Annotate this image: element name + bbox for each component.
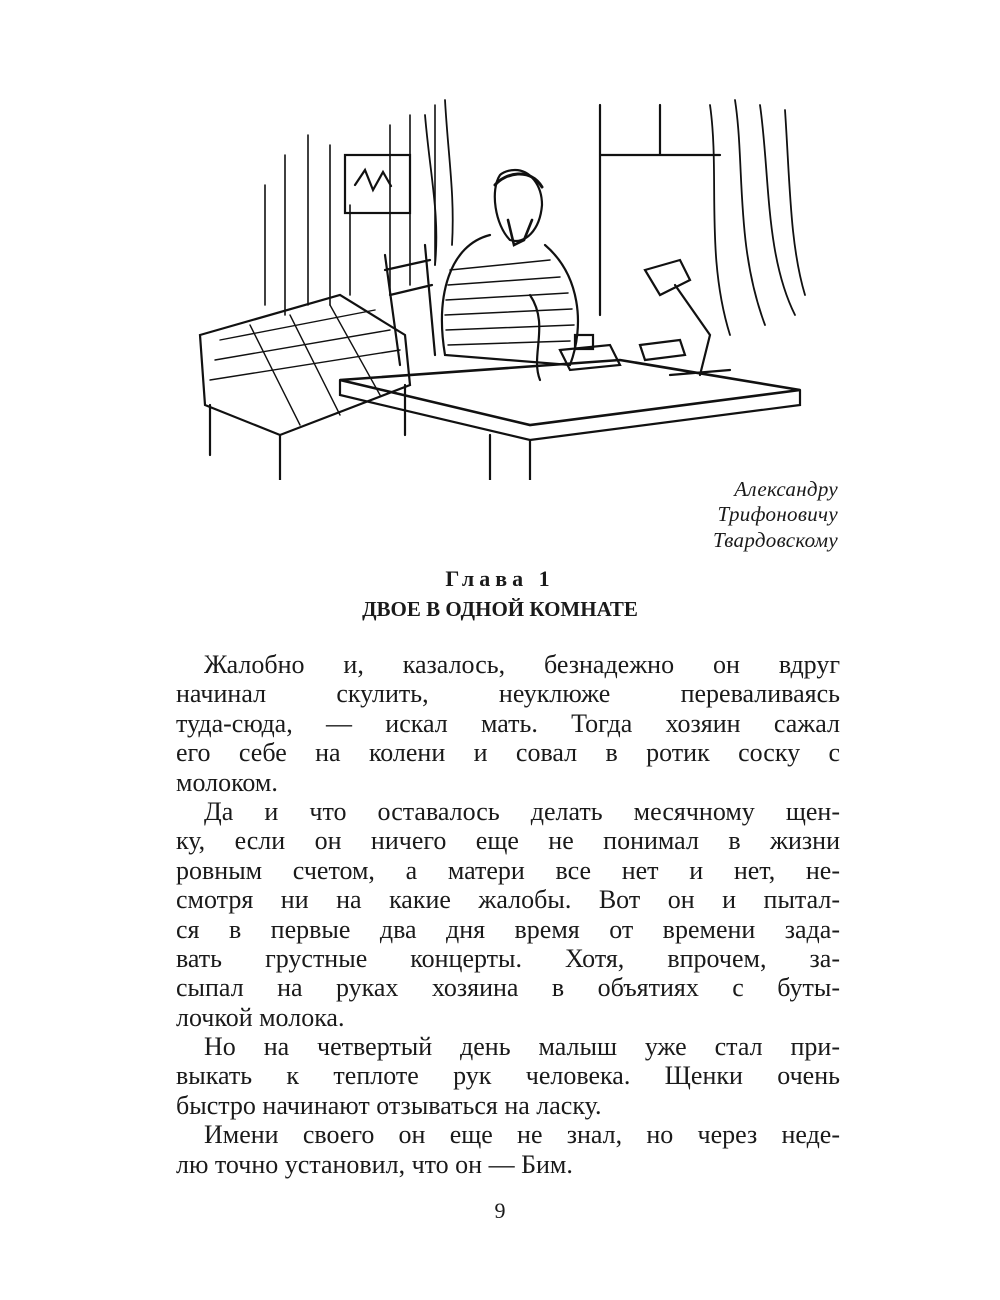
text-line: лочкой молока.	[176, 1002, 345, 1032]
text-line: ку, если он ничего еще не понимал в жизни	[176, 826, 840, 856]
body-text	[176, 650, 840, 1179]
text-line: сыпал на руках хозяина в объятиях с буты-	[176, 973, 840, 1003]
text-line: ровным счетом, а матери все нет и нет, не-	[176, 855, 840, 885]
text-line: туда-сюда, — искал мать. Тогда хозяин сажал	[176, 708, 840, 738]
epigraph-line: Твардовскому	[713, 528, 838, 552]
text-line: быстро начинают отзываться на ласку.	[176, 1090, 602, 1120]
text-line: Имени своего он еще не знал, но через неде-	[204, 1120, 840, 1150]
chapter-number: Глава 1	[445, 566, 555, 591]
text-line: Да и что оставалось делать месячному щен-	[204, 796, 840, 826]
text-line: молоком.	[176, 767, 278, 797]
text-line: его себе на колени и совал в ротик соску с	[176, 738, 840, 768]
illustration-man-at-desk	[190, 95, 810, 480]
text-line: смотря ни на какие жалобы. Вот он и пытал-	[176, 885, 840, 915]
text-line: Но на четвертый день малыш уже стал при-	[204, 1032, 840, 1062]
epigraph-line: Александру	[734, 477, 838, 501]
chapter-title: ДВОЕ В ОДНОЙ КОМНАТЕ	[362, 597, 638, 621]
epigraph-line: Трифоновичу	[717, 502, 838, 526]
text-line: Жалобно и, казалось, безнадежно он вдруг	[204, 650, 840, 679]
text-line: ся в первые два дня время от времени зада-	[176, 914, 840, 944]
page-number: 9	[494, 1198, 506, 1223]
text-line: вать грустные концерты. Хотя, впрочем, за-	[176, 943, 840, 973]
text-line: выкать к теплоте рук человека. Щенки очень	[176, 1061, 840, 1091]
text-line: лю точно установил, что он — Бим.	[176, 1149, 573, 1179]
text-line: начинал скулить, неуклюже переваливаясь	[176, 679, 840, 709]
